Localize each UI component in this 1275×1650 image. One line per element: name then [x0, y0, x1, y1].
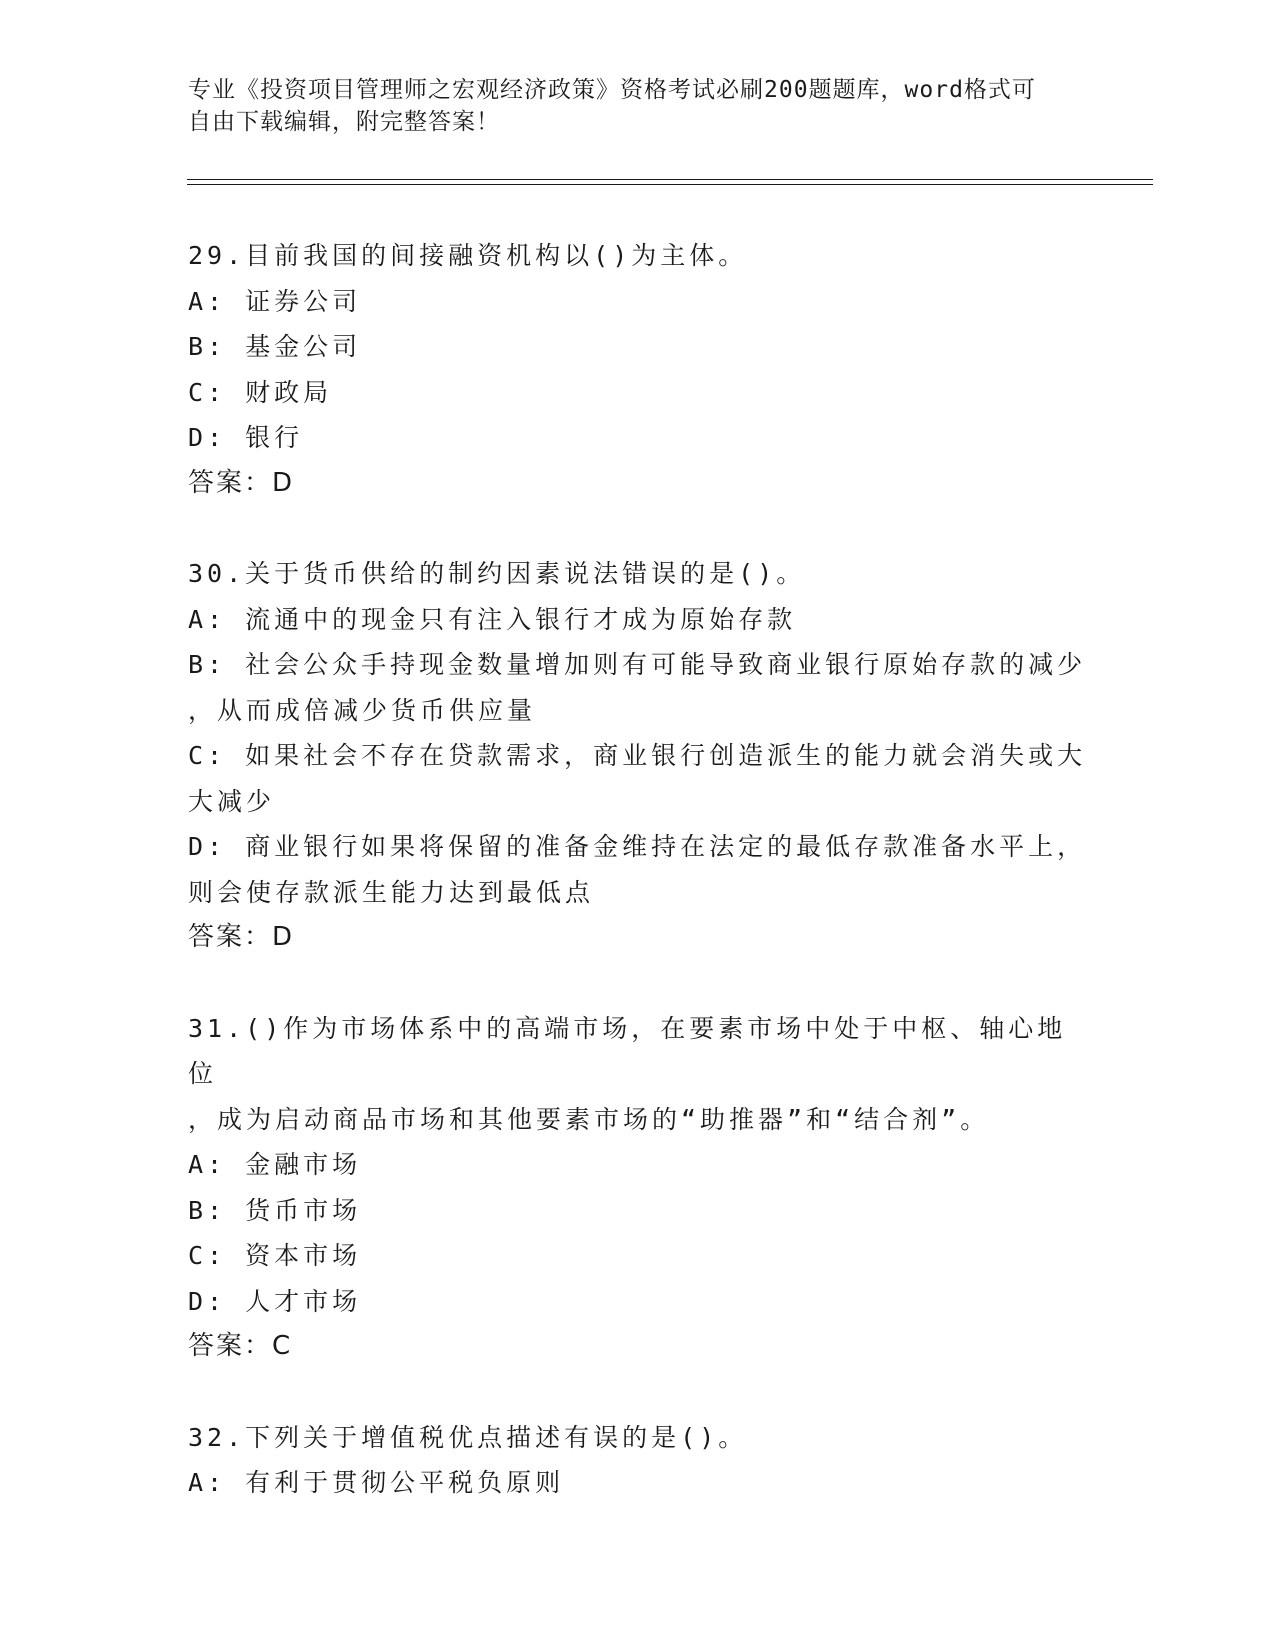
question-option: D: 人才市场 — [188, 1286, 362, 1316]
question-stem: ，成为启动商品市场和其他要素市场的“助推器”和“结合剂”。 — [188, 1104, 990, 1134]
question-stem: 31.()作为市场体系中的高端市场，在要素市场中处于中枢、轴心地位 — [188, 1013, 1067, 1088]
question-option: C: 资本市场 — [188, 1241, 362, 1270]
question-answer: 答案：C — [188, 1331, 293, 1361]
question-option: B: 基金公司 — [188, 332, 362, 361]
question-list — [188, 233, 1088, 1551]
question-option: 则会使存款派生能力达到最低点 — [188, 877, 595, 907]
question-option: C: 财政局 — [188, 377, 333, 407]
question-block — [188, 1006, 1088, 1370]
question-option: B: 社会公众手持现金数量增加则有可能导致商业银行原始存款的减少 — [188, 650, 1087, 679]
question-stem: 29.目前我国的间接融资机构以()为主体。 — [188, 241, 748, 270]
question-option: A: 有利于贯彻公平税负原则 — [188, 1468, 565, 1497]
question-stem: 30.关于货币供给的制约因素说法错误的是()。 — [188, 559, 806, 588]
question-stem: 32.下列关于增值税优点描述有误的是()。 — [188, 1422, 748, 1452]
question-option: A: 流通中的现金只有注入银行才成为原始存款 — [188, 604, 797, 634]
header-divider-bottom — [187, 184, 1153, 185]
question-option: A: 证券公司 — [188, 286, 362, 316]
document-header — [188, 74, 1088, 138]
header-divider-top — [187, 179, 1153, 180]
question-block — [188, 233, 1088, 506]
question-option: 大减少 — [188, 786, 276, 816]
question-answer: 答案：D — [188, 922, 295, 952]
question-option: B: 货币市场 — [188, 1195, 362, 1225]
question-option: A: 金融市场 — [188, 1150, 362, 1179]
question-option: ，从而成倍减少货币供应量 — [188, 695, 537, 725]
question-block — [188, 1415, 1088, 1506]
question-option: C: 如果社会不存在贷款需求，商业银行创造派生的能力就会消失或大 — [188, 741, 1087, 770]
question-block — [188, 551, 1088, 961]
question-option: D: 商业银行如果将保留的准备金维持在法定的最低存款准备水平上， — [188, 832, 1087, 861]
question-answer: 答案：D — [188, 467, 295, 498]
header-line-1: 专业《投资项目管理师之宏观经济政策》资格考试必刷200题题库，word格式可 — [188, 77, 1036, 103]
header-line-2: 自由下载编辑，附完整答案！ — [188, 109, 500, 135]
question-option: D: 银行 — [188, 423, 304, 452]
